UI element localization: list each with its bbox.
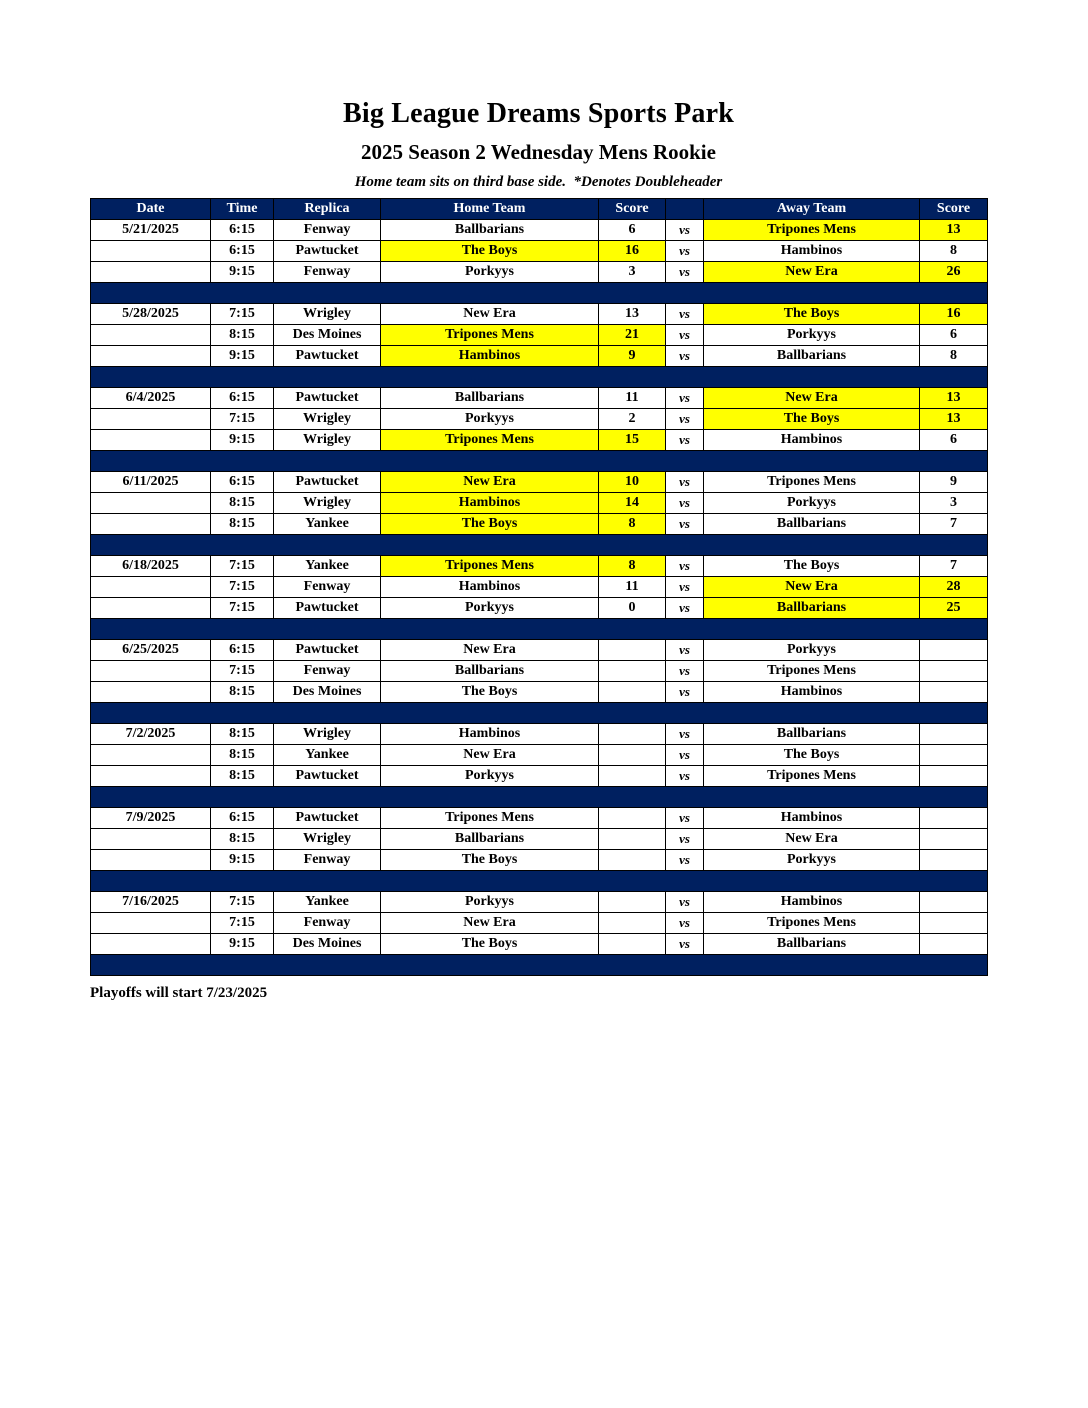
vs-cell: vs [666,850,704,871]
home-score-cell [599,829,666,850]
home-team-cell: The Boys [381,241,599,262]
away-team-cell: Hambinos [704,682,920,703]
away-team-cell: New Era [704,829,920,850]
away-score-cell [920,934,988,955]
time-cell: 6:15 [211,640,274,661]
away-score-cell [920,724,988,745]
away-score-cell: 9 [920,472,988,493]
away-score-cell [920,892,988,913]
game-row [91,430,988,451]
game-row [91,640,988,661]
vs-cell: vs [666,430,704,451]
replica-cell: Fenway [274,913,381,934]
date-cell: 7/9/2025 [91,808,211,829]
home-team-cell: Ballbarians [381,829,599,850]
separator-bar [91,283,988,304]
home-team-cell: Porkyys [381,409,599,430]
home-team-cell: Hambinos [381,493,599,514]
date-cell [91,766,211,787]
home-score-cell [599,640,666,661]
home-team-cell: Porkyys [381,262,599,283]
replica-cell: Yankee [274,514,381,535]
vs-cell: vs [666,409,704,430]
away-team-cell: Ballbarians [704,598,920,619]
replica-cell: Pawtucket [274,388,381,409]
replica-cell: Fenway [274,661,381,682]
replica-cell: Wrigley [274,724,381,745]
vs-cell: vs [666,325,704,346]
page-subtitle: 2025 Season 2 Wednesday Mens Rookie [361,140,716,164]
vs-cell: vs [666,640,704,661]
date-cell: 6/4/2025 [91,388,211,409]
home-team-cell: Porkyys [381,766,599,787]
away-team-cell: Porkyys [704,493,920,514]
vs-cell: vs [666,388,704,409]
game-row [91,262,988,283]
date-cell [91,409,211,430]
away-team-cell: The Boys [704,556,920,577]
away-score-cell [920,829,988,850]
date-cell: 5/28/2025 [91,304,211,325]
home-score-cell: 8 [599,556,666,577]
away-team-cell: Porkyys [704,325,920,346]
separator-bar [91,535,988,556]
replica-cell: Fenway [274,577,381,598]
replica-cell: Des Moines [274,325,381,346]
separator-row [91,283,988,304]
home-score-cell [599,766,666,787]
home-score-cell: 3 [599,262,666,283]
time-cell: 8:15 [211,724,274,745]
game-row [91,766,988,787]
game-row [91,682,988,703]
date-cell [91,493,211,514]
date-cell [91,850,211,871]
away-team-cell: The Boys [704,745,920,766]
home-score-cell: 10 [599,472,666,493]
time-cell: 6:15 [211,472,274,493]
replica-cell: Pawtucket [274,472,381,493]
separator-bar [91,451,988,472]
replica-cell: Wrigley [274,409,381,430]
game-row [91,661,988,682]
vs-cell: vs [666,493,704,514]
home-team-cell: The Boys [381,514,599,535]
away-score-cell: 26 [920,262,988,283]
date-cell [91,430,211,451]
home-team-cell: Tripones Mens [381,556,599,577]
home-score-cell [599,934,666,955]
date-cell [91,829,211,850]
replica-cell: Fenway [274,850,381,871]
header-time: Time [211,199,274,220]
home-score-cell [599,724,666,745]
home-team-cell: New Era [381,745,599,766]
home-score-cell [599,682,666,703]
header-date: Date [91,199,211,220]
game-row [91,598,988,619]
replica-cell: Yankee [274,745,381,766]
home-team-cell: New Era [381,913,599,934]
away-team-cell: Tripones Mens [704,913,920,934]
game-row [91,577,988,598]
home-team-cell: The Boys [381,682,599,703]
away-score-cell: 16 [920,304,988,325]
away-team-cell: Tripones Mens [704,220,920,241]
away-score-cell [920,745,988,766]
time-cell: 8:15 [211,766,274,787]
away-score-cell [920,766,988,787]
away-team-cell: Hambinos [704,430,920,451]
separator-row [91,619,988,640]
vs-cell: vs [666,262,704,283]
time-cell: 7:15 [211,409,274,430]
away-score-cell [920,913,988,934]
time-cell: 9:15 [211,346,274,367]
home-score-cell: 13 [599,304,666,325]
home-score-cell [599,913,666,934]
home-score-cell: 15 [599,430,666,451]
home-score-cell [599,745,666,766]
time-cell: 7:15 [211,892,274,913]
date-cell: 6/18/2025 [91,556,211,577]
away-team-cell: Ballbarians [704,346,920,367]
playoffs-note: Playoffs will start 7/23/2025 [90,985,268,1001]
separator-bar [91,367,988,388]
time-cell: 7:15 [211,577,274,598]
replica-cell: Pawtucket [274,640,381,661]
separator-row [91,451,988,472]
away-score-cell: 13 [920,388,988,409]
separator-row [91,535,988,556]
replica-cell: Fenway [274,220,381,241]
time-cell: 7:15 [211,913,274,934]
date-cell: 6/11/2025 [91,472,211,493]
game-row [91,388,988,409]
home-team-cell: Hambinos [381,346,599,367]
home-score-cell: 9 [599,346,666,367]
header-away-team: Away Team [704,199,920,220]
replica-cell: Des Moines [274,934,381,955]
game-row [91,850,988,871]
time-cell: 8:15 [211,682,274,703]
game-row [91,514,988,535]
home-score-cell: 16 [599,241,666,262]
replica-cell: Fenway [274,262,381,283]
away-team-cell: The Boys [704,409,920,430]
away-score-cell: 25 [920,598,988,619]
game-row [91,220,988,241]
date-cell [91,745,211,766]
time-cell: 7:15 [211,556,274,577]
header-home-score: Score [599,199,666,220]
date-cell [91,346,211,367]
home-team-cell: Hambinos [381,577,599,598]
home-team-cell: New Era [381,304,599,325]
vs-cell: vs [666,556,704,577]
away-team-cell: Ballbarians [704,514,920,535]
separator-row [91,955,988,976]
game-row [91,493,988,514]
vs-cell: vs [666,808,704,829]
date-cell [91,661,211,682]
vs-cell: vs [666,724,704,745]
game-row [91,472,988,493]
home-score-cell: 6 [599,220,666,241]
home-score-cell: 2 [599,409,666,430]
home-team-cell: Tripones Mens [381,325,599,346]
replica-cell: Yankee [274,556,381,577]
game-row [91,892,988,913]
home-team-cell: New Era [381,640,599,661]
home-team-cell: Porkyys [381,892,599,913]
away-score-cell: 8 [920,241,988,262]
home-score-cell [599,808,666,829]
away-score-cell [920,850,988,871]
time-cell: 8:15 [211,325,274,346]
time-cell: 9:15 [211,934,274,955]
vs-cell: vs [666,514,704,535]
separator-bar [91,871,988,892]
vs-cell: vs [666,829,704,850]
separator-row [91,871,988,892]
away-team-cell: Porkyys [704,850,920,871]
header-replica: Replica [274,199,381,220]
home-team-cell: Tripones Mens [381,430,599,451]
home-team-cell: The Boys [381,934,599,955]
home-score-cell [599,850,666,871]
home-team-cell: Hambinos [381,724,599,745]
away-score-cell: 6 [920,430,988,451]
vs-cell: vs [666,220,704,241]
vs-cell: vs [666,598,704,619]
replica-cell: Pawtucket [274,241,381,262]
date-cell [91,934,211,955]
vs-cell: vs [666,745,704,766]
replica-cell: Pawtucket [274,766,381,787]
game-row [91,241,988,262]
replica-cell: Des Moines [274,682,381,703]
date-cell [91,325,211,346]
replica-cell: Pawtucket [274,346,381,367]
home-score-cell: 14 [599,493,666,514]
vs-cell: vs [666,661,704,682]
home-team-cell: Ballbarians [381,220,599,241]
time-cell: 9:15 [211,850,274,871]
away-score-cell: 13 [920,409,988,430]
separator-bar [91,787,988,808]
separator-bar [91,703,988,724]
game-row [91,556,988,577]
separator-row [91,787,988,808]
home-team-note: Home team sits on third base side. *Denotes Doubleheader [354,174,723,190]
away-team-cell: New Era [704,262,920,283]
game-row [91,346,988,367]
vs-cell: vs [666,892,704,913]
away-score-cell: 6 [920,325,988,346]
replica-cell: Pawtucket [274,808,381,829]
away-score-cell: 7 [920,514,988,535]
vs-cell: vs [666,913,704,934]
away-score-cell: 7 [920,556,988,577]
away-team-cell: Porkyys [704,640,920,661]
home-team-cell: New Era [381,472,599,493]
away-team-cell: Tripones Mens [704,661,920,682]
home-score-cell [599,892,666,913]
vs-cell: vs [666,766,704,787]
game-row [91,409,988,430]
time-cell: 7:15 [211,598,274,619]
time-cell: 6:15 [211,388,274,409]
vs-cell: vs [666,304,704,325]
schedule-table [90,198,988,976]
away-team-cell: New Era [704,388,920,409]
game-row [91,724,988,745]
away-team-cell: Hambinos [704,892,920,913]
home-score-cell [599,661,666,682]
away-score-cell: 3 [920,493,988,514]
home-score-cell: 0 [599,598,666,619]
game-row [91,304,988,325]
separator-bar [91,619,988,640]
date-cell [91,262,211,283]
away-team-cell: Ballbarians [704,724,920,745]
game-row [91,829,988,850]
header-away-score: Score [920,199,988,220]
vs-cell: vs [666,346,704,367]
time-cell: 8:15 [211,514,274,535]
replica-cell: Wrigley [274,304,381,325]
vs-cell: vs [666,241,704,262]
page-title: Big League Dreams Sports Park [342,98,735,129]
time-cell: 6:15 [211,808,274,829]
time-cell: 8:15 [211,493,274,514]
time-cell: 7:15 [211,304,274,325]
game-row [91,913,988,934]
replica-cell: Wrigley [274,829,381,850]
away-team-cell: Hambinos [704,241,920,262]
date-cell: 7/2/2025 [91,724,211,745]
away-team-cell: Hambinos [704,808,920,829]
home-team-cell: Tripones Mens [381,808,599,829]
time-cell: 9:15 [211,430,274,451]
home-team-cell: Ballbarians [381,661,599,682]
date-cell [91,514,211,535]
date-cell: 5/21/2025 [91,220,211,241]
away-score-cell [920,661,988,682]
away-score-cell: 13 [920,220,988,241]
separator-bar [91,955,988,976]
away-score-cell [920,640,988,661]
away-score-cell: 8 [920,346,988,367]
header-home-team: Home Team [381,199,599,220]
date-cell [91,577,211,598]
replica-cell: Wrigley [274,493,381,514]
date-cell [91,598,211,619]
game-row [91,808,988,829]
home-team-cell: The Boys [381,850,599,871]
date-cell: 6/25/2025 [91,640,211,661]
time-cell: 7:15 [211,661,274,682]
date-cell [91,913,211,934]
separator-row [91,367,988,388]
header-vs-spacer [666,199,704,220]
away-score-cell [920,808,988,829]
schedule-document [90,0,987,1002]
table-header-row [91,199,988,220]
vs-cell: vs [666,934,704,955]
away-score-cell: 28 [920,577,988,598]
home-score-cell: 8 [599,514,666,535]
home-score-cell: 11 [599,388,666,409]
away-team-cell: The Boys [704,304,920,325]
time-cell: 8:15 [211,745,274,766]
time-cell: 9:15 [211,262,274,283]
vs-cell: vs [666,577,704,598]
time-cell: 6:15 [211,220,274,241]
time-cell: 6:15 [211,241,274,262]
away-team-cell: Tripones Mens [704,766,920,787]
away-team-cell: Tripones Mens [704,472,920,493]
home-score-cell: 21 [599,325,666,346]
home-team-cell: Porkyys [381,598,599,619]
away-team-cell: New Era [704,577,920,598]
game-row [91,745,988,766]
replica-cell: Pawtucket [274,598,381,619]
vs-cell: vs [666,682,704,703]
date-cell: 7/16/2025 [91,892,211,913]
replica-cell: Wrigley [274,430,381,451]
separator-row [91,703,988,724]
home-team-cell: Ballbarians [381,388,599,409]
game-row [91,934,988,955]
home-score-cell: 11 [599,577,666,598]
vs-cell: vs [666,472,704,493]
away-team-cell: Ballbarians [704,934,920,955]
time-cell: 8:15 [211,829,274,850]
away-score-cell [920,682,988,703]
game-row [91,325,988,346]
date-cell [91,682,211,703]
replica-cell: Yankee [274,892,381,913]
date-cell [91,241,211,262]
